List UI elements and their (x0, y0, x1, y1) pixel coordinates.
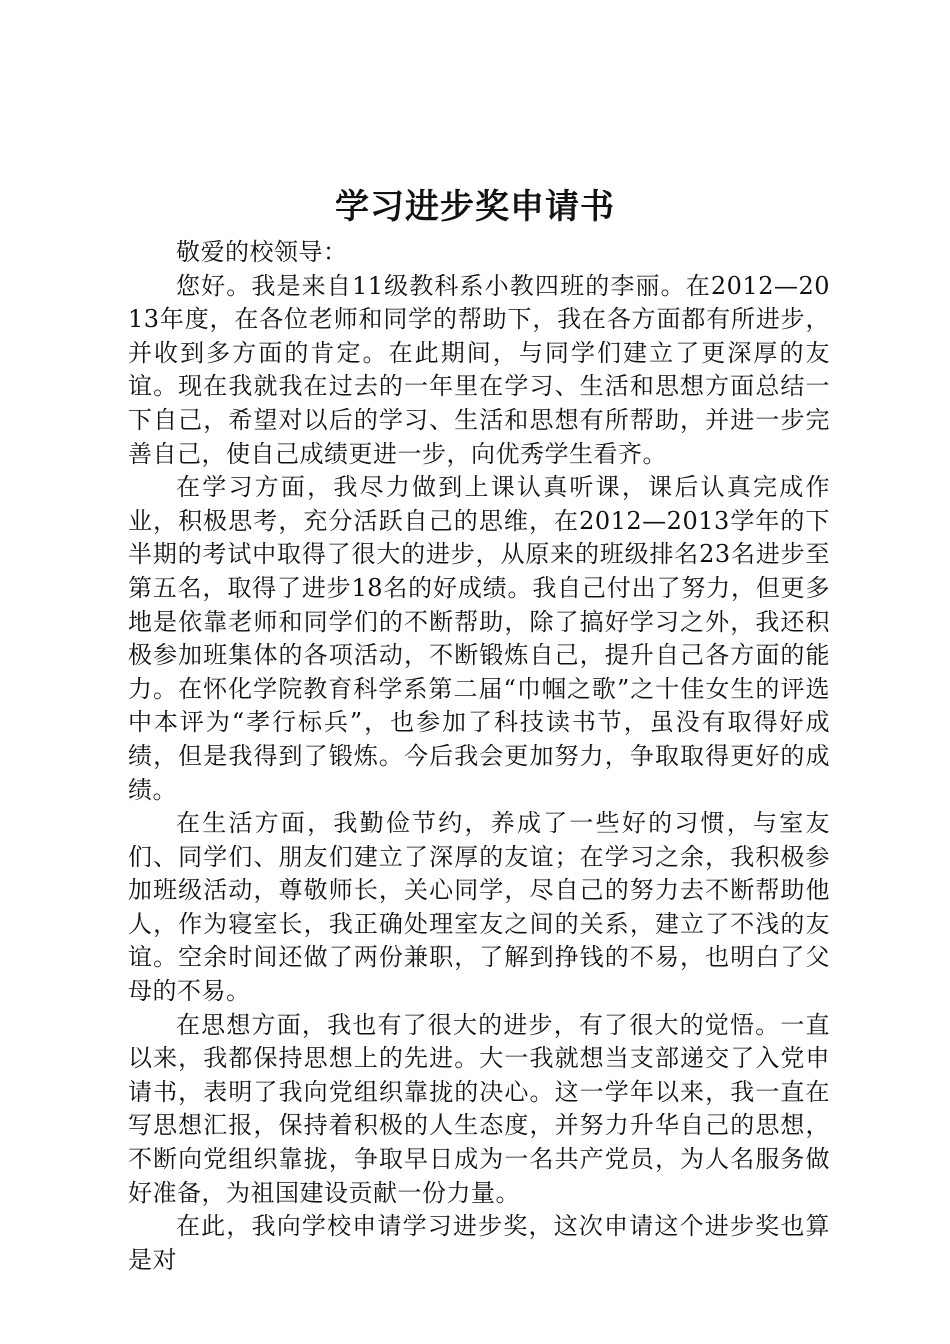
paragraph-life: 在生活方面，我勤俭节约，养成了一些好的习惯，与室友们、同学们、朋友们建立了深厚的友谊；在学习之余，我积极参加班级活动，尊敬师长，关心同学，尽自己的努力去不断帮助他人，作为寝室长，我正确处理室友之间的关系，建立了不浅的友谊。空余时间还做了两份兼职，了解到挣钱的不易，也明白了父母的不易。 (128, 809, 830, 1006)
paragraph-study: 在学习方面，我尽力做到上课认真听课，课后认真完成作业，积极思考，充分活跃自己的思维，在2012—2013学年的下半期的考试中取得了很大的进步，从原来的班级排名23名进步至第五名，取得了进步18名的好成绩。我自己付出了努力，但更多地是依靠老师和同学们的不断帮助，除了搞好学习之外，我还积极参加班集体的各项活动，不断锻炼自己，提升自己各方面的能力。在怀化学院教育科学系第二届“巾帼之歌”之十佳女生的评选中本评为“孝行标兵”，也参加了科技读书节，虽没有取得好成绩，但是我得到了锻炼。今后我会更加努力，争取取得更好的成绩。 (128, 473, 830, 804)
paragraph-greeting: 您好。我是来自11级教科系小教四班的李丽。在2012—2013年度，在各位老师和同学的帮助下，我在各方面都有所进步，并收到多方面的肯定。在此期间，与同学们建立了更深厚的友谊。现在我就我在过去的一年里在学习、生活和思想方面总结一下自己，希望对以后的学习、生活和思想有所帮助，并进一步完善自己，使自己成绩更进一步，向优秀学生看齐。 (128, 271, 830, 468)
document-body (128, 236, 830, 1277)
paragraph-closing: 在此，我向学校申请学习进步奖，这次申请这个进步奖也算是对 (128, 1212, 830, 1274)
paragraph-thought: 在思想方面，我也有了很大的进步，有了很大的觉悟。一直以来，我都保持思想上的先进。大一我就想当支部递交了入党申请书，表明了我向党组织靠拢的决心。这一学年以来，我一直在写思想汇报，保持着积极的人生态度，并努力升华自己的思想，不断向党组织靠拢，争取早日成为一名共产党员，为人名服务做好准备，为祖国建设贡献一份力量。 (128, 1010, 830, 1207)
document-title: 学习进步奖申请书 (335, 187, 615, 227)
salutation: 敬爱的校领导： (176, 238, 348, 266)
